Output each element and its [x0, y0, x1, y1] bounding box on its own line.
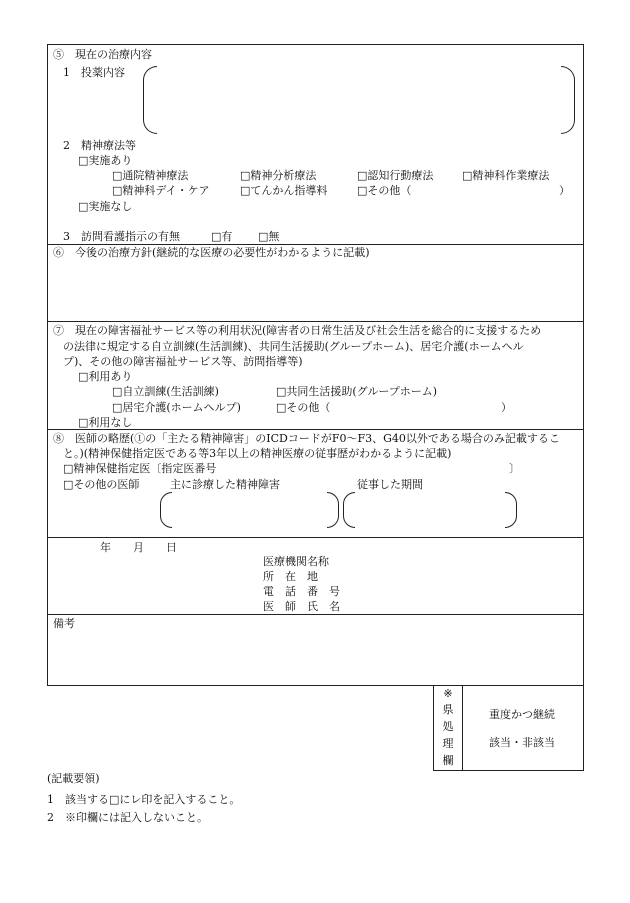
- prefecture-box-divider: [462, 685, 463, 771]
- prefecture-char-1: 県: [442, 703, 454, 716]
- note-item-1: 1 該当する□にレ印を記入すること。: [47, 793, 241, 806]
- service-group-home[interactable]: □共同生活援助(グループホーム): [276, 385, 438, 398]
- service-home-help[interactable]: □居宅介護(ホームヘルプ): [112, 401, 241, 414]
- option-day-care[interactable]: □精神科デイ・ケア: [112, 184, 210, 197]
- address-label: 所 在 地: [263, 570, 318, 583]
- medication-bracket-right: [561, 66, 575, 134]
- service-other-close: ）: [501, 401, 512, 414]
- severe-continuous-label: 重度かつ継続: [489, 708, 555, 721]
- option-occupational-therapy[interactable]: □精神科作業療法: [462, 169, 550, 182]
- applicable-choice[interactable]: 該当・非該当: [489, 736, 555, 749]
- designated-doctor-checkbox[interactable]: □精神保健指定医〔指定医番号: [63, 462, 217, 475]
- section5-title: ⑤ 現在の治療内容: [53, 48, 152, 61]
- section7-line1: ⑦ 現在の障害福祉サービス等の利用状況(障害者の日常生活及び社会生活を総合的に支援するため: [53, 324, 542, 337]
- institution-label: 医療機関名称: [263, 555, 329, 568]
- doctor-name-label: 医 師 氏 名: [263, 600, 340, 613]
- implemented-no-checkbox[interactable]: □実施なし: [78, 200, 133, 213]
- option-psychoanalysis[interactable]: □精神分析療法: [240, 169, 317, 182]
- option-outpatient-psychotherapy[interactable]: □通院精神療法: [112, 169, 189, 182]
- option-epilepsy-guidance[interactable]: □てんかん指導料: [240, 184, 328, 197]
- home-nursing-label: 3 訪問看護指示の有無: [63, 230, 180, 243]
- prefecture-char-2: 処: [442, 720, 454, 733]
- prefecture-mark: ※: [443, 687, 453, 700]
- implemented-yes-checkbox[interactable]: □実施あり: [78, 154, 133, 167]
- divider-s5-s6: [47, 244, 584, 245]
- main-disorder-label: 主に診療した精神障害: [170, 478, 280, 491]
- section8-line1: ⑧ 医師の略歴(①の「主たる精神障害」のICDコードがF0～F3、G40以外である場合のみ記載するこ: [53, 432, 560, 445]
- medication-label: 1 投薬内容: [63, 66, 125, 79]
- notes-title: (記載要領): [47, 772, 100, 785]
- medication-bracket-left: [143, 66, 157, 134]
- service-use-no[interactable]: □利用なし: [78, 416, 133, 429]
- divider-sign-remarks: [47, 614, 584, 615]
- period-label: 従事した期間: [357, 478, 423, 491]
- home-nursing-no[interactable]: □無: [258, 230, 280, 243]
- option-other-therapy[interactable]: □その他（: [357, 184, 412, 197]
- note-item-2: 2 ※印欄には記入しないこと。: [47, 811, 208, 824]
- service-use-yes[interactable]: □利用あり: [78, 370, 133, 383]
- date-field[interactable]: 年 月 日: [100, 541, 177, 554]
- other-doctor-checkbox[interactable]: □その他の医師: [63, 478, 140, 491]
- prefecture-char-4: 欄: [442, 754, 454, 767]
- section8-line2: と。)(精神保健指定医である等3年以上の精神医療の従事歴がわかるように記載): [63, 447, 452, 460]
- prefecture-char-3: 理: [442, 737, 454, 750]
- section7-line2: の法律に規定する自立訓練(生活訓練)、共同生活援助(グループホーム)、居宅介護(ホームヘル: [63, 340, 524, 353]
- psychotherapy-label: 2 精神療法等: [63, 139, 136, 152]
- designated-number-close: 〕: [509, 462, 520, 475]
- phone-label: 電 話 番 号: [263, 585, 340, 598]
- period-bracket-left: [343, 492, 355, 528]
- section6-title: ⑥ 今後の治療方針(継続的な医療の必要性がわかるように記載): [53, 246, 370, 259]
- home-nursing-yes[interactable]: □有: [211, 230, 233, 243]
- section7-line3: プ)、その他の障害福祉サービス等、訪問指導等): [63, 355, 303, 368]
- service-independence-training[interactable]: □自立訓練(生活訓練): [112, 385, 219, 398]
- other-therapy-close: ）: [559, 184, 570, 197]
- divider-s8-sign: [47, 537, 584, 538]
- remarks-label: 備考: [53, 617, 75, 630]
- divider-s6-s7: [47, 321, 584, 322]
- disorder-bracket-left: [160, 492, 172, 528]
- option-cbt[interactable]: □認知行動療法: [357, 169, 434, 182]
- service-other[interactable]: □その他（: [276, 401, 331, 414]
